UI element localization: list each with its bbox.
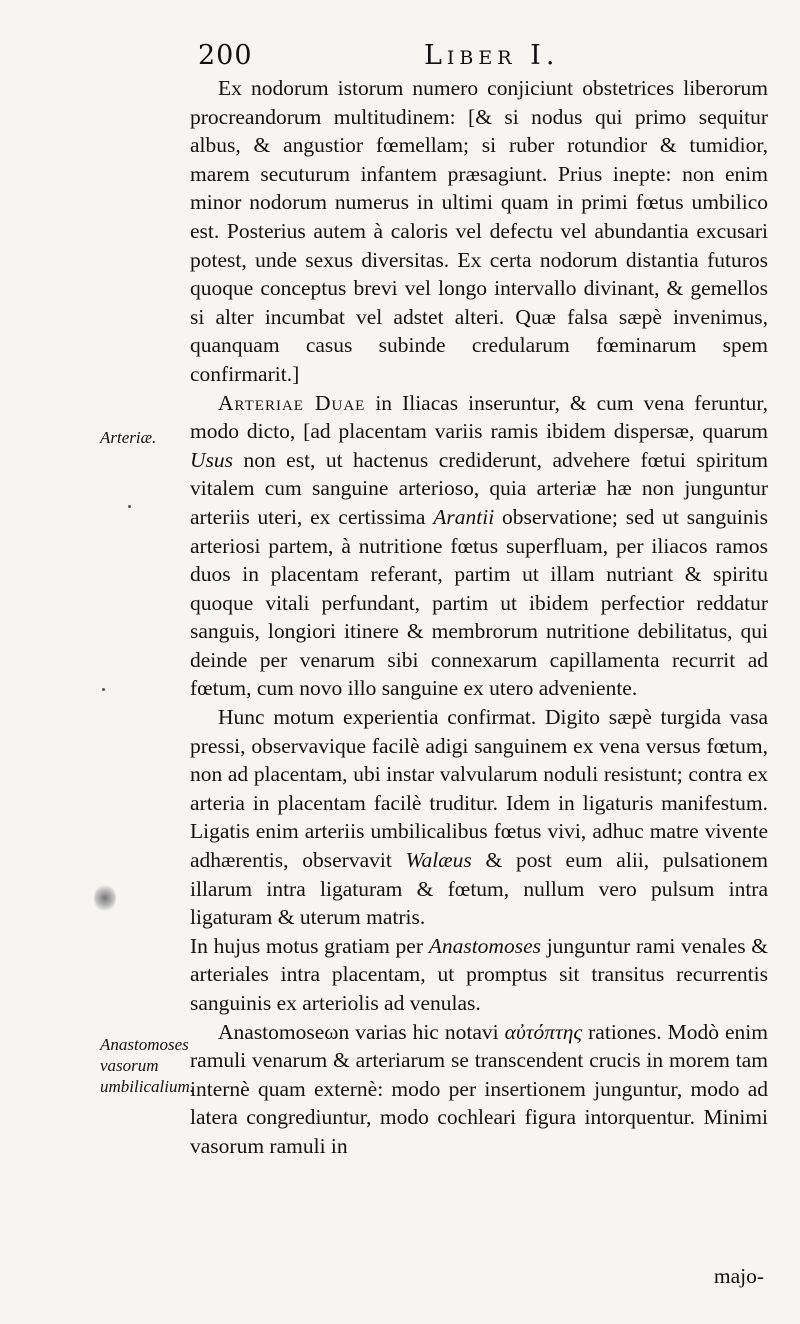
paragraph-2: Arteriae Duae in Iliacas inseruntur, & cum vena feruntur, modo dicto, [ad placentam variis ramis ibidem dispersæ, quarum Usus non est, ut hactenus crediderunt, advehere fœtui spiritum vitalem cum sanguine arterioso, quia arteriæ hæ non junguntur arteriis uteri, ex certissima Arantii observatione; sed ut sanguinis arteriosi partem, à nutritione fœtus superfluam, per iliacos ramos duos in placentam referant, partim ut illam nutriant & spiritu quoque vitali perfundant, partim ut ibidem perfectior reddatur sanguis, longiori itinere & membrorum nutritione debilitatus, qui deinde per venarum sibi connexarum capillamenta recurrit ad fœtum, cum novo illo sanguine ex utero adveniente. xyxy=(190,390,768,701)
page-number: 200 xyxy=(198,40,253,71)
paragraph-1: Ex nodorum istorum numero conjiciunt obstetrices liberorum procreandorum multitudinem: [& si nodus qui primo sequitur albus, & angustior fœmellam; si ruber rotundior & tumidior, marem secuturum infantem præsagiunt. Prius inepte: non enim minor nodorum numerus in ultimi quam in primi fœtus umbilico est. Posterius autem à caloris vel defectu vel abundantia excusari potest, unde sexus diversitas. Ex certa nodorum distantia futuros quoque conceptus brevi vel longo intervallo divinant, & gemellos si alter incumbat vel adstet alteri. Quæ falsa sæpè invenimus, quanquam casus subinde credularum fœminarum spem confirmarit.] xyxy=(190,76,768,386)
catchword: majo- xyxy=(713,1264,764,1288)
ink-smudge xyxy=(94,884,116,912)
paragraph-5: Anastomoseωn varias hic notavi αὐτόπτης rationes. Modò enim ramuli venarum & arteriarum se transcendent crucis in morem tam internè quam externè: modo per insertionem junguntur, modo ad latera congrediuntur, modo cochleari figura intorquentur. Minimi vasorum ramuli in xyxy=(190,1019,768,1158)
running-title: Liber I. xyxy=(424,40,560,71)
speck xyxy=(102,688,105,691)
running-header xyxy=(198,40,778,74)
speck xyxy=(128,505,131,508)
main-text xyxy=(190,74,768,1161)
paragraph-3: Hunc motum experientia confirmat. Digito sæpè turgida vasa pressi, observavique facilè adigi sanguinem ex vena versus fœtum, non ad placentam, ubi instar valvularum noduli resistunt; contra ex arteria in placentam facilè truditur. Idem in ligaturis manifestum. Ligatis enim arteriis umbilicalibus fœtus vivi, adhuc matre vivente adhærentis, observavit Walæus & post eum alii, pulsationem illarum intra ligaturam & fœtum, nullum vero pulsum intra ligaturam & uterum matris. xyxy=(190,705,768,930)
margin-note-anastomoses: Anastomoses vasorum umbilicalium. xyxy=(100,1035,194,1096)
margin-note-arteriae: Arteriæ. xyxy=(100,428,157,447)
paragraph-4: In hujus motus gratiam per Anastomoses junguntur rami venales & arteriales intra placentam, ut promptus sit transitus recurrentis sanguinis ex arteriolis ad venulas. xyxy=(190,933,768,1015)
paragraph-lead: Arteriae Duae xyxy=(218,390,366,415)
